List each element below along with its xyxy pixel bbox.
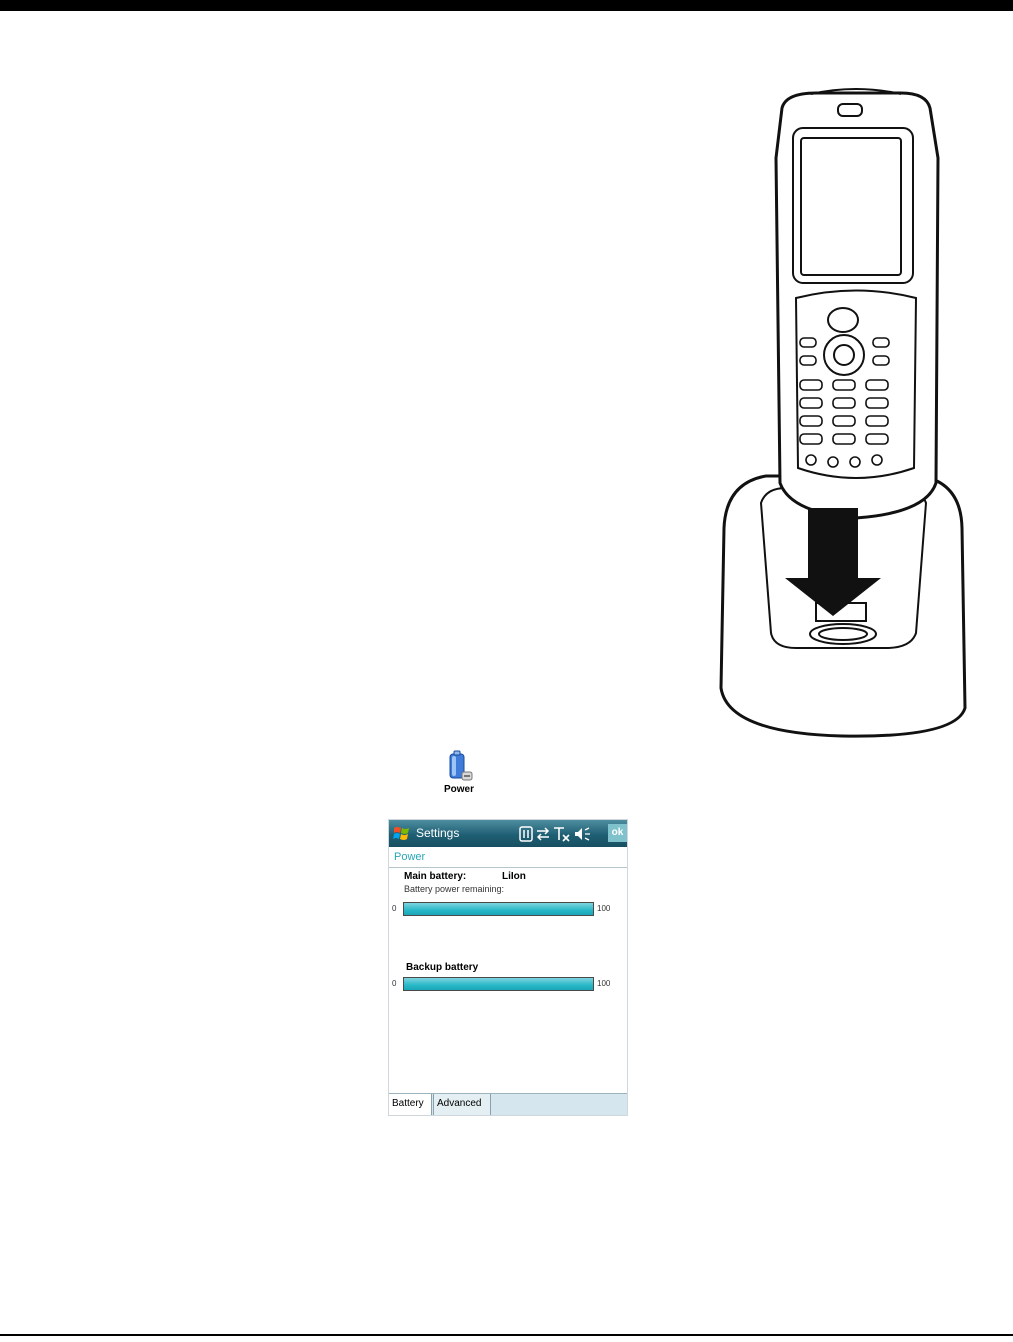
heading-divider bbox=[389, 867, 628, 868]
main-scale-min: 0 bbox=[392, 904, 397, 913]
footer-rule bbox=[0, 1334, 1013, 1336]
status-icons bbox=[519, 824, 592, 843]
handheld-in-charging-cradle-illustration bbox=[716, 88, 968, 738]
window-title: Settings bbox=[416, 826, 460, 840]
windows-start-icon[interactable] bbox=[392, 824, 411, 843]
power-applet-label: Power bbox=[443, 784, 474, 795]
bluetooth-status-icon[interactable] bbox=[519, 826, 533, 842]
connectivity-arrows-icon[interactable] bbox=[536, 826, 550, 842]
tab-battery[interactable]: Battery bbox=[389, 1094, 432, 1116]
tab-bar bbox=[389, 1093, 628, 1116]
backup-scale-min: 0 bbox=[392, 979, 397, 988]
tab-advanced[interactable]: Advanced bbox=[433, 1094, 491, 1116]
power-settings-screen bbox=[388, 819, 628, 1116]
signal-off-icon[interactable] bbox=[553, 826, 571, 842]
battery-power-icon bbox=[444, 750, 474, 784]
title-bar bbox=[389, 820, 628, 847]
backup-scale-max: 100 bbox=[597, 979, 611, 988]
page-heading: Power bbox=[394, 851, 426, 863]
main-battery-level-bar bbox=[403, 902, 594, 916]
main-battery-type: LiIon bbox=[502, 871, 526, 882]
header-rule bbox=[0, 0, 1013, 11]
backup-battery-level-fill bbox=[404, 978, 593, 990]
volume-icon[interactable] bbox=[574, 826, 592, 842]
backup-battery-level-bar bbox=[403, 977, 594, 991]
main-scale-max: 100 bbox=[597, 904, 611, 913]
main-battery-level-fill bbox=[404, 903, 593, 915]
main-battery-label: Main battery: bbox=[404, 871, 467, 882]
battery-remaining-label: Battery power remaining: bbox=[404, 884, 505, 894]
backup-battery-label: Backup battery bbox=[406, 962, 479, 973]
ok-button[interactable]: ok bbox=[608, 824, 627, 842]
power-applet[interactable] bbox=[436, 750, 482, 802]
